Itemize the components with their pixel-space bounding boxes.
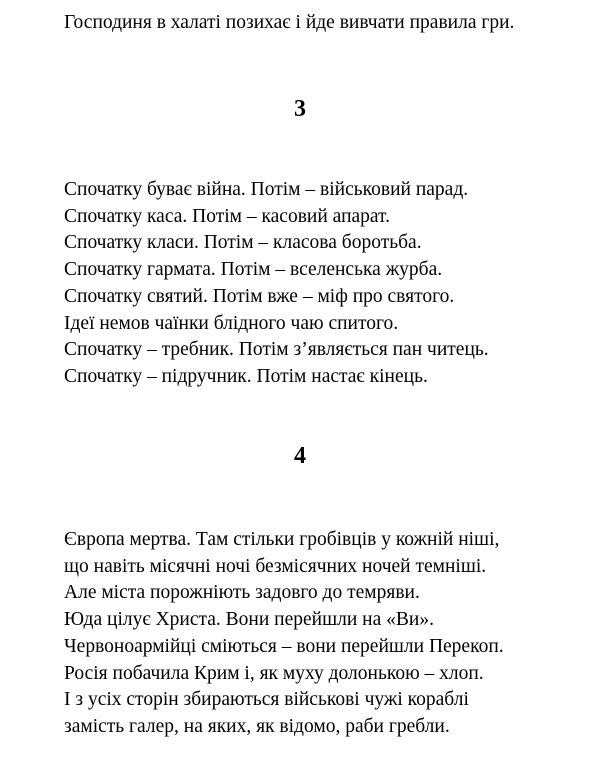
poem-line: Спочатку святий. Потім вже – міф про святого. xyxy=(64,285,455,307)
intro-line: Господиня в халаті позихає і йде вивчати правила гри. xyxy=(64,12,515,33)
section-number-3: 3 xyxy=(294,96,306,122)
poem-line: Європа мертва. Там стільки гробівців у кожній ніші, xyxy=(64,529,500,550)
poem-line: Спочатку класи. Потім – класова боротьба. xyxy=(64,232,422,254)
stanza-4 xyxy=(64,527,504,741)
poem-line: Червоноармійці сміються – вони перейшли Перекоп. xyxy=(64,635,504,657)
stanza-3 xyxy=(64,177,489,391)
poem-line: Спочатку гармата. Потім – вселенська журба. xyxy=(64,259,443,281)
poem-line: що навіть місячні ночі безмісячних ночей темніші. xyxy=(64,555,487,577)
poem-line: Росія побачила Крим і, як муху долонькою – хлоп. xyxy=(64,662,484,684)
poem-line: Спочатку каса. Потім – касовий апарат. xyxy=(64,205,390,227)
poem-line: Спочатку буває війна. Потім – військовий парад. xyxy=(64,179,469,200)
poem-line: Спочатку – требник. Потім з’являється пан читець. xyxy=(64,339,489,361)
poem-line: Але міста порожніють задовго до темряви. xyxy=(64,582,420,604)
poem-line: Юда цілує Христа. Вони перейшли на «Ви». xyxy=(64,609,434,631)
poem-line: Спочатку – підручник. Потім настає кінець. xyxy=(64,365,428,387)
poem-line: І з усіх сторін збираються військові чужі кораблі xyxy=(64,689,469,711)
poem-line: замість галер, на яких, як відомо, раби гребли. xyxy=(64,715,450,737)
poem-line: Ідеї немов чаїнки блідного чаю спитого. xyxy=(64,312,399,334)
section-number-4: 4 xyxy=(294,443,306,469)
